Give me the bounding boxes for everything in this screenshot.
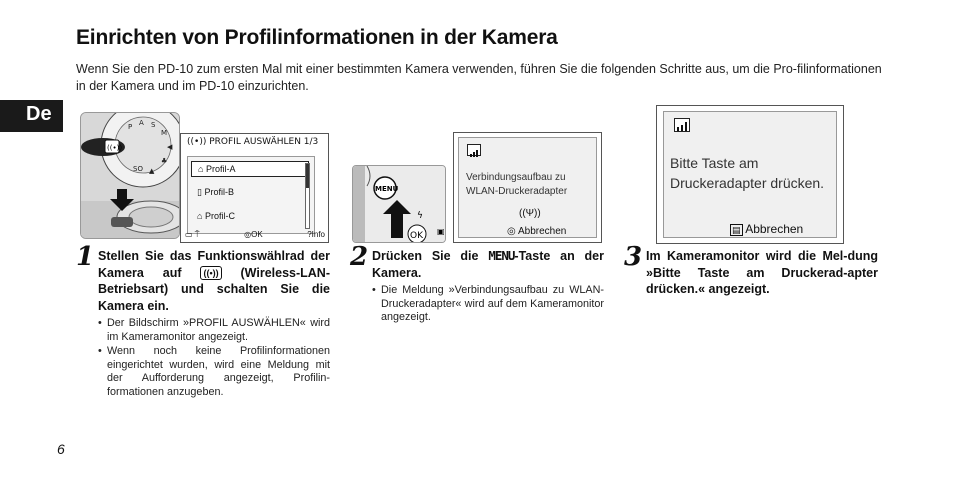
camera-back-drawing [353,166,446,243]
menu-button-label: MENU [375,185,399,193]
ok-circle-icon: ◎ [244,230,252,239]
profile-select-header [187,137,318,147]
camera-back-menu-illustration [352,165,446,243]
svg-text:P: P [128,123,133,131]
language-tab: De [0,100,63,132]
camera-monitor-connecting [453,132,602,243]
step-3-instruction: Im Kameramonitor wird die Mel-dung »Bitte Taste am Druckerad-apter drücken.« angezeigt. [646,249,878,296]
menu-key-icon: MENU [488,248,515,263]
profile-item[interactable] [191,209,309,225]
step-number: 1 [76,242,95,272]
step-number: 2 [350,242,369,272]
mode-dial-drawing [81,113,180,239]
menu-key-hint: ▭ ⍑ [185,230,200,239]
step-1-instruction [98,248,330,314]
profile-lock-icon: ⌂ [198,164,204,174]
step-1-bullets [98,317,330,400]
scrollbar[interactable] [305,163,310,229]
profile-item-label: Profil-C [204,211,235,221]
info-key-label: Info [311,230,325,239]
step-2-instruction [372,248,604,281]
profile-item[interactable] [191,185,309,201]
profile-item[interactable] [191,161,309,177]
menu-icon: ▤ [732,225,741,235]
help-icon: ? [307,230,312,239]
svg-text:M: M [161,129,168,137]
step-1-text-a: Stellen Sie das Funktionswählrad der Kamera auf [98,249,330,280]
wireless-mode-icon: ((•)) [200,266,221,280]
camera-mode-dial-illustration [80,112,180,239]
svg-text:A: A [139,119,144,127]
profile-user-icon: ⌂ [197,211,203,221]
bullet-item: • Wenn noch keine Profilinformationen eingerichtet wurden, wird eine Meldung mit der Aufforderung angezeigt, Profilin-formationen anzugeben. [98,345,330,399]
wireless-antenna-icon: ((Ψ)) [519,208,541,219]
intro-paragraph: Wenn Sie den PD-10 zum ersten Mal mit einer bestimmten Kamera verwenden, führen Sie die folgenden Schritte aus, um die Pro-filinformationen in der Kamera und im PD-10 einzurichten. [76,62,882,93]
camera-monitor-press-button [656,105,844,244]
cancel-hint[interactable] [507,226,566,237]
info-key-hint [307,230,325,240]
step-number: 3 [624,242,643,272]
step-2-bullets [372,284,604,326]
ok-key-hint [244,230,263,240]
profile-select-footer [185,230,325,240]
step-2-text-b: -Taste an der Kamera. [372,249,604,280]
menu-icon: ▭ [185,230,193,239]
svg-text:SO: SO [133,165,143,173]
page-number: 6 [57,441,65,457]
cancel-hint[interactable] [730,222,803,236]
svg-text:((•)): ((•)) [107,144,123,152]
ok-button-label: OK [410,231,423,241]
signal-strength-icon [467,144,481,156]
page-title: Einrichten von Profilinformationen in der Kamera [76,26,558,49]
profile-page-icon: ▯ [197,187,202,197]
bullet-item: • Die Meldung »Verbindungsaufbau zu WLAN-Druckeradapter« wird auf dem Kameramonitor angezeigt. [372,284,604,325]
cancel-label: Abbrechen [517,226,567,237]
svg-text:▣: ▣ [437,227,445,236]
ok-key-label: OK [251,230,263,239]
camera-monitor-profile-select [180,133,329,243]
profile-item-label: Profil-B [204,187,234,197]
wireless-icon: ((•)) [187,137,207,147]
connecting-message: Verbindungsaufbau zu WLAN-Druckeradapter [466,172,568,197]
ok-circle-icon: ◎ [507,226,516,237]
press-button-message: Bitte Taste am Druckeradapter drücken. [670,155,825,191]
svg-text:ϟ: ϟ [417,211,423,221]
profile-item-label: Profil-A [205,164,236,174]
cancel-label: Abbrechen [745,222,804,236]
scrollbar-thumb[interactable] [306,164,309,188]
profile-list [187,156,315,234]
svg-text:◀: ◀ [167,143,173,151]
svg-text:▲: ▲ [149,167,155,175]
step-2-text-a: Drücken Sie die [372,249,479,263]
step-1-text-b: (Wireless-LAN-Betriebsart) und schalten Sie die Kamera ein. [98,265,330,313]
svg-text:♣: ♣ [161,157,168,165]
profile-select-title: PROFIL AUSWÄHLEN 1/3 [209,137,319,147]
svg-text:S: S [151,121,156,129]
bullet-item: • Der Bildschirm »PROFIL AUSWÄHLEN« wird im Kameramonitor angezeigt. [98,317,330,344]
signal-strength-icon [674,118,690,132]
